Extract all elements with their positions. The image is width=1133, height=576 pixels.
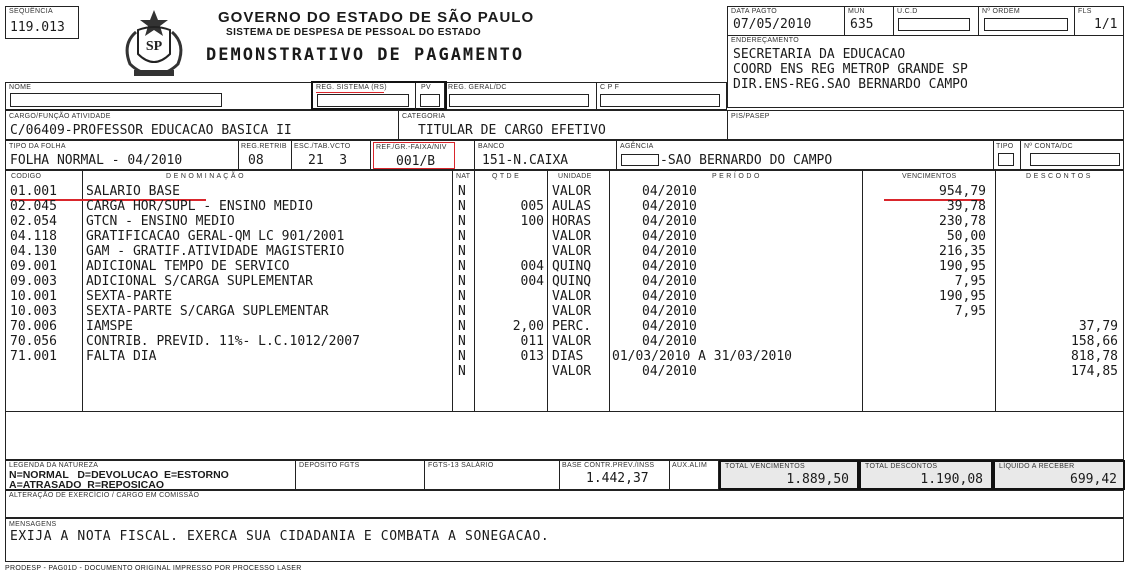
col-header-codigo: CODIGO	[11, 173, 42, 180]
fls-value: 1/1	[1094, 17, 1118, 32]
base-value: 1.442,37	[586, 471, 649, 486]
row-nat: N	[458, 244, 466, 259]
row-denominacao: SEXTA-PARTE	[86, 289, 173, 304]
row-desconto: 174,85	[1071, 364, 1118, 379]
tipo-folha-label: TIPO DA FOLHA	[9, 143, 66, 150]
row-unidade: HORAS	[552, 214, 592, 229]
row-denominacao: SEXTA-PARTE S/CARGA SUPLEMENTAR	[86, 304, 329, 319]
nome-row	[5, 82, 727, 110]
rodape-text: PRODESP - PAG01D - DOCUMENTO ORIGINAL IMPRESSO POR PROCESSO LASER	[5, 565, 302, 572]
col-header-vencimentos: VENCIMENTOS	[902, 173, 957, 180]
table-row	[6, 214, 1123, 229]
row-denominacao: GRATIFICACAO GERAL-QM LC 901/2001	[86, 229, 345, 244]
alteracao-label: ALTERAÇÃO DE EXERCÍCIO / CARGO EM COMISSÃO	[9, 492, 200, 499]
row-vencimento: 216,35	[939, 244, 986, 259]
legenda-line-1: N=NORMAL D=DEVOLUCAO E=ESTORNO	[9, 469, 229, 481]
categoria-label: CATEGORIA	[402, 113, 446, 120]
row-denominacao: CARGA HOR/SUPL - ENSINO MEDIO	[86, 199, 313, 214]
row-codigo: 01.001	[10, 184, 57, 199]
row-nat: N	[458, 199, 466, 214]
row-unidade: VALOR	[552, 304, 592, 319]
row-vencimento: 954,79	[939, 184, 986, 199]
table-row	[6, 229, 1123, 244]
row-codigo: 09.003	[10, 274, 57, 289]
row-nat: N	[458, 229, 466, 244]
mensagem-text: EXIJA A NOTA FISCAL. EXERCA SUA CIDADANIA E COMBATA A SONEGACAO.	[10, 529, 550, 544]
legenda-label: LEGENDA DA NATUREZA	[9, 462, 99, 469]
agencia-value: -SAO BERNARDO DO CAMPO	[660, 153, 833, 168]
table-row	[6, 349, 1123, 364]
tipo-folha-row	[5, 140, 1124, 170]
ref-label: REF./GR.-FAIXA/NIV	[376, 144, 447, 151]
row-periodo: 04/2010	[642, 214, 697, 229]
row-vencimento: 190,95	[939, 289, 986, 304]
fgts13-label: FGTS-13 SALÁRIO	[428, 462, 494, 469]
endereco-label: ENDEREÇAMENTO	[731, 37, 799, 44]
table-row	[6, 319, 1123, 334]
totals-row	[5, 460, 1124, 490]
row-nat: N	[458, 319, 466, 334]
row-unidade: DIAS	[552, 349, 584, 364]
ucd-label: U.C.D	[897, 8, 918, 15]
banco-value: 151-N.CAIXA	[482, 153, 569, 168]
row-nat: N	[458, 274, 466, 289]
row-unidade: VALOR	[552, 184, 592, 199]
row-qtde: 005	[520, 199, 544, 214]
table-row	[6, 199, 1123, 214]
row-denominacao: ADICIONAL TEMPO DE SERVICO	[86, 259, 290, 274]
data-pagto-label: DATA PAGTO	[731, 8, 778, 15]
row-codigo: 02.045	[10, 199, 57, 214]
categoria-value: TITULAR DE CARGO EFETIVO	[418, 123, 606, 138]
base-label: BASE CONTR.PREV./INSS	[562, 462, 655, 469]
row-vencimento: 50,00	[946, 229, 986, 244]
cargo-row	[5, 110, 1124, 140]
row-unidade: QUINQ	[552, 274, 592, 289]
col-header-unidade: UNIDADE	[558, 173, 592, 180]
col-header-nat: NAT	[456, 173, 471, 180]
row-qtde: 013	[520, 349, 544, 364]
pv-field	[420, 94, 440, 107]
data-pagto-value: 07/05/2010	[733, 17, 812, 32]
liquido-box	[993, 460, 1125, 490]
row-periodo: 04/2010	[642, 229, 697, 244]
total-descontos-value: 1.190,08	[920, 472, 983, 487]
esc-value: 21 3	[308, 153, 348, 168]
row-nat: N	[458, 364, 466, 379]
row-codigo: 04.118	[10, 229, 57, 244]
row-periodo: 04/2010	[642, 289, 697, 304]
reg-geral-label: REG. GERAL/DC	[448, 84, 507, 91]
col-header-denominacao: D E N O M I N A Ç Ã O	[166, 173, 244, 180]
fls-label: FLS	[1078, 8, 1092, 15]
row-periodo: 04/2010	[642, 244, 697, 259]
cpf-label: C P F	[600, 84, 620, 91]
reg-sistema-label: REG. SISTEMA (RS)	[316, 84, 387, 91]
tipo-folha-value: FOLHA NORMAL - 04/2010	[10, 153, 183, 168]
row-vencimento: 7,95	[954, 304, 986, 319]
ref-box	[373, 142, 455, 169]
liquido-value: 699,42	[1070, 472, 1117, 487]
row-qtde: 100	[520, 214, 544, 229]
reg-sistema-field	[317, 94, 409, 107]
table-row	[6, 184, 1123, 199]
row-unidade: VALOR	[552, 229, 592, 244]
row-denominacao: GTCN - ENSINO MEDIO	[86, 214, 235, 229]
mensagens-row	[5, 518, 1124, 562]
nome-field	[10, 93, 222, 107]
ref-value: 001/B	[396, 154, 436, 169]
row-codigo: 10.001	[10, 289, 57, 304]
cargo-label: CARGO/FUNÇÃO ATIVIDADE	[9, 113, 111, 120]
table-row	[6, 334, 1123, 349]
nome-label: NOME	[9, 84, 32, 91]
ordem-field	[984, 18, 1068, 31]
mun-label: MUN	[848, 8, 865, 15]
endereco-line-2: COORD ENS REG METROP GRANDE SP	[733, 62, 968, 77]
row-vencimento: 230,78	[939, 214, 986, 229]
col-header-periodo: P E R Í O D O	[712, 173, 760, 180]
fgts-label: DEPÓSITO FGTS	[299, 462, 360, 469]
row-periodo: 04/2010	[642, 259, 697, 274]
mensagens-label: MENSAGENS	[9, 521, 57, 528]
row-denominacao: CONTRIB. PREVID. 11%- L.C.1012/2007	[86, 334, 360, 349]
row-denominacao: SALARIO BASE	[86, 184, 180, 199]
row-nat: N	[458, 289, 466, 304]
total-descontos-box	[859, 460, 993, 490]
row-codigo: 70.056	[10, 334, 57, 349]
table-row	[6, 304, 1123, 319]
row-codigo: 70.006	[10, 319, 57, 334]
legenda-line-2: A=ATRASADO R=REPOSICAO	[9, 479, 164, 491]
cargo-value: C/06409-PROFESSOR EDUCACAO BASICA II	[10, 123, 292, 138]
col-header-descontos: D E S C O N T O S	[1026, 173, 1091, 180]
tipo-field	[998, 153, 1014, 166]
reg-retrib-value: 08	[248, 153, 264, 168]
row-vencimento: 39,78	[946, 199, 986, 214]
row-denominacao: IAMSPE	[86, 319, 133, 334]
row-denominacao: GAM - GRATIF.ATIVIDADE MAGISTERIO	[86, 244, 345, 259]
row-unidade: VALOR	[552, 289, 592, 304]
gov-subtitle: SISTEMA DE DESPESA DE PESSOAL DO ESTADO	[226, 27, 482, 38]
row-periodo: 04/2010	[642, 274, 697, 289]
payment-info-box	[727, 6, 1124, 108]
alteracao-row	[5, 490, 1124, 518]
pv-label: PV	[421, 84, 431, 91]
table-row	[6, 364, 1123, 379]
agencia-label: AGÊNCIA	[620, 143, 654, 150]
row-periodo: 04/2010	[642, 199, 697, 214]
items-rows	[6, 184, 1123, 410]
row-periodo: 04/2010	[642, 184, 697, 199]
pis-label: PIS/PASEP	[731, 113, 770, 120]
aux-alim-label: AUX.ALIM	[672, 462, 708, 469]
sequence-value: 119.013	[10, 20, 65, 35]
banco-label: BANCO	[478, 143, 505, 150]
row-periodo: 04/2010	[642, 364, 697, 379]
row-periodo: 04/2010	[642, 319, 697, 334]
row-nat: N	[458, 214, 466, 229]
row-vencimento: 7,95	[954, 274, 986, 289]
document-title: DEMONSTRATIVO DE PAGAMENTO	[206, 45, 525, 65]
conta-label: Nº CONTA/DC	[1024, 143, 1073, 150]
endereco-line-3: DIR.ENS-REG.SAO BERNARDO CAMPO	[733, 77, 968, 92]
gov-title: GOVERNO DO ESTADO DE SÃO PAULO	[218, 9, 535, 26]
svg-text:SP: SP	[145, 39, 163, 54]
items-table	[5, 170, 1124, 460]
liquido-label: LÍQUIDO A RECEBER	[999, 463, 1075, 470]
row-qtde: 011	[520, 334, 544, 349]
row-nat: N	[458, 259, 466, 274]
reg-sistema-underline	[316, 92, 384, 93]
row-nat: N	[458, 334, 466, 349]
row-codigo: 04.130	[10, 244, 57, 259]
row-vencimento: 190,95	[939, 259, 986, 274]
reg-geral-field	[449, 94, 589, 107]
sequence-label: SEQUÊNCIA	[9, 8, 53, 15]
row-qtde: 004	[520, 274, 544, 289]
total-vencimentos-value: 1.889,50	[786, 472, 849, 487]
col-header-qtde: Q T D E	[492, 173, 520, 180]
sequence-box	[5, 6, 79, 39]
row-nat: N	[458, 349, 466, 364]
reg-retrib-label: REG.RETRIB	[241, 143, 287, 150]
mun-value: 635	[850, 17, 874, 32]
row-unidade: VALOR	[552, 364, 592, 379]
total-descontos-label: TOTAL DESCONTOS	[865, 463, 938, 470]
row-codigo: 02.054	[10, 214, 57, 229]
row-denominacao: ADICIONAL S/CARGA SUPLEMENTAR	[86, 274, 313, 289]
row-unidade: PERC.	[552, 319, 592, 334]
reg-sistema-box	[311, 81, 447, 110]
row-unidade: QUINQ	[552, 259, 592, 274]
table-row	[6, 259, 1123, 274]
table-row	[6, 244, 1123, 259]
row-periodo: 04/2010	[642, 334, 697, 349]
ordem-label: Nº ORDEM	[982, 8, 1021, 15]
table-row	[6, 289, 1123, 304]
row-qtde: 004	[520, 259, 544, 274]
row-desconto: 37,79	[1078, 319, 1118, 334]
endereco-line-1: SECRETARIA DA EDUCACAO	[733, 47, 906, 62]
row-desconto: 158,66	[1071, 334, 1118, 349]
row-nat: N	[458, 184, 466, 199]
row-codigo: 71.001	[10, 349, 57, 364]
row-denominacao: FALTA DIA	[86, 349, 157, 364]
row-unidade: VALOR	[552, 334, 592, 349]
row-desconto: 818,78	[1071, 349, 1118, 364]
row-periodo: 01/03/2010 A 31/03/2010	[612, 349, 793, 364]
agencia-code-field	[621, 154, 659, 166]
total-vencimentos-box	[719, 460, 859, 490]
row-codigo: 09.001	[10, 259, 57, 274]
row-unidade: VALOR	[552, 244, 592, 259]
conta-field	[1030, 153, 1120, 166]
row-codigo: 10.003	[10, 304, 57, 319]
row-nat: N	[458, 304, 466, 319]
row-unidade: AULAS	[552, 199, 592, 214]
cpf-field	[600, 94, 720, 107]
table-row	[6, 274, 1123, 289]
ucd-field	[898, 18, 970, 31]
row-qtde: 2,00	[512, 319, 544, 334]
total-vencimentos-label: TOTAL VENCIMENTOS	[725, 463, 805, 470]
row-periodo: 04/2010	[642, 304, 697, 319]
tipo-label: TIPO	[996, 143, 1014, 150]
state-coat-of-arms-icon	[116, 8, 192, 80]
esc-label: ESC./TAB.VCTO	[294, 143, 351, 150]
